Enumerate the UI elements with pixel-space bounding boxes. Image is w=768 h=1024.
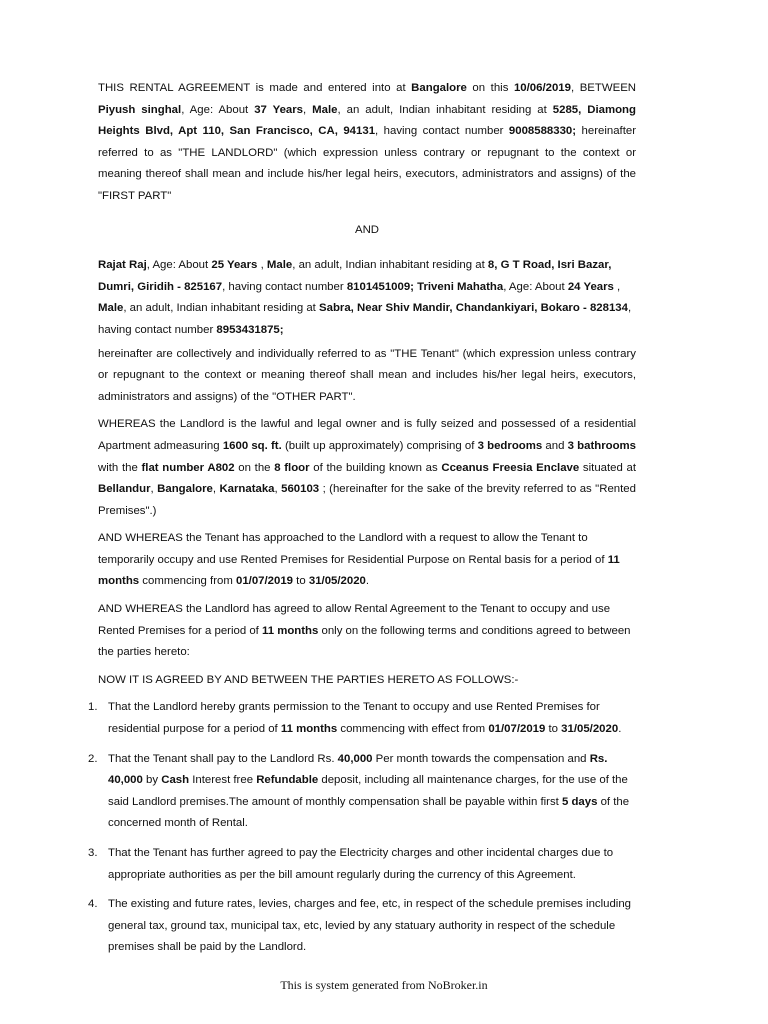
term-item-1: 1. That the Landlord hereby grants permission to the Tenant to occupy and use Rented Premises for residential purpose for a period of 11 months commencing with effect from 01/07/2019 to 31/05/2020. (88, 701, 622, 736)
term-item-2: 2. That the Tenant shall pay to the Landlord Rs. 40,000 Per month towards the compensation and Rs. 40,000 by Cash Interest free Refundable deposit, including all maintenance charges, for the use of the said Landlord premises.The amount of monthly compensation shall be payable within first 5 days of the concerned month of Rental. (88, 752, 630, 830)
term-item-4: 4. The existing and future rates, levies, charges and fee, etc, in respect of the schedule premises including general tax, ground tax, municipal tax, etc, levied by any statuary authority in respect of the schedule premises shall be paid by the Landlord. (88, 898, 631, 954)
tenant-definition-paragraph: hereinafter are collectively and individually referred to as "THE Tenant" (which expression unless contrary or repugnant to the context or meaning thereof shall mean and includes his/her legal heirs, executors, administrators and assigns) of the "OTHER PART". (98, 347, 636, 403)
tenant-parties-paragraph: Rajat Raj, Age: About 25 Years , Male, an adult, Indian inhabitant residing at 8, G T Road, Isri Bazar, Dumri, Giridih - 825167, having contact number 8101451009; Triveni Mahatha, Age: About 24 Years , Male, an adult, Indian inhabitant residing at Sabra, Near Shiv Mandir, Chandankiyari, Bokaro - 828134, having contact number 8953431875; (98, 259, 632, 336)
and-separator: AND (354, 223, 380, 236)
system-generated-footer: This is system generated from NoBroker.in (280, 978, 488, 992)
landlord-agreement-paragraph: AND WHEREAS the Landlord has agreed to allow Rental Agreement to the Tenant to occupy and use Rented Premises for a period of 11 months only on the following terms and conditions agreed to between the parties hereto: (98, 603, 631, 659)
agreement-body (88, 78, 637, 967)
terms-list (88, 697, 636, 959)
intro-paragraph: THIS RENTAL AGREEMENT is made and entered into at Bangalore on this 10/06/2019, BETWEEN Piyush singhal, Age: About 37 Years, Male, an adult, Indian inhabitant residing at 5285, Diamong Heights Blvd, Apt 110, San Francisco, CA, 94131, having contact number 9008588330; hereinafter referred to as "THE LANDLORD" (which expression unless contrary or repugnant to the context or meaning thereof shall mean and include his/her legal heirs, executors, administrators and assigns) of the "FIRST PART" (98, 82, 637, 202)
term-item-3: 3. That the Tenant has further agreed to pay the Electricity charges and other incidental charges due to appropriate authorities as per the bill amount regularly during the currency of this Agreement. (88, 847, 614, 881)
agreed-heading: NOW IT IS AGREED BY AND BETWEEN THE PARTIES HERETO AS FOLLOWS:- (98, 673, 519, 686)
premises-paragraph: WHEREAS the Landlord is the lawful and legal owner and is fully seized and possessed of a residential Apartment admeasuring 1600 sq. ft. (built up approximately) comprising of 3 bedrooms and 3 bathrooms with the flat number A802 on the 8 floor of the building known as Cceanus Freesia Enclave situated at Bellandur, Bangalore, Karnataka, 560103 ; (hereinafter for the sake of the brevity referred to as "Rented Premises".) (98, 418, 637, 517)
tenant-request-paragraph: AND WHEREAS the Tenant has approached to the Landlord with a request to allow the Tenant to temporarily occupy and use Rented Premises for Residential Purpose on Rental basis for a period of 11 months commencing from 01/07/2019 to 31/05/2020. (98, 532, 620, 588)
